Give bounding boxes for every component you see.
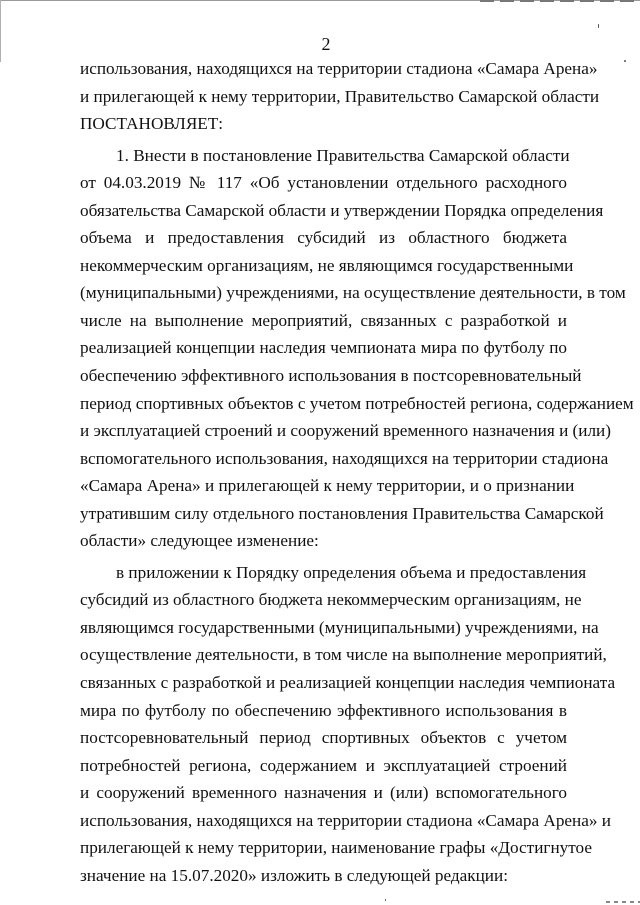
text-line: числе на выполнение мероприятий, связанных с разработкой и	[80, 310, 567, 330]
text-line: и эксплуатацией строений и сооружений временного назначения и (или)	[80, 421, 611, 441]
text-line: некоммерческим организациям, не являющимся государственными	[80, 255, 574, 275]
scan-speck	[385, 899, 386, 901]
paragraph-amendment	[80, 559, 616, 890]
text-line: осуществление деятельности, в том числе на выполнение мероприятий,	[80, 645, 607, 665]
text-line: период спортивных объектов с учетом потребностей региона, содержанием	[80, 393, 634, 413]
text-line: 1. Внести в постановление Правительства Самарской области	[116, 145, 570, 165]
text-line: и прилегающей к нему территории, Правительство Самарской области	[80, 86, 600, 106]
text-line: «Самара Арена» и прилегающей к нему территории, и о признании	[80, 476, 575, 496]
page-number: 2	[321, 34, 331, 54]
document-body	[80, 55, 634, 889]
scan-artifact-top-right	[480, 0, 640, 2]
text-line: являющимся государственными (муниципальными) учреждениями, на	[80, 617, 599, 637]
text-line: постсоревновательный период спортивных объектов с учетом	[80, 728, 567, 748]
text-line: обязательства Самарской области и утверждении Порядка определения	[80, 200, 604, 220]
scan-artifact-bottom-right	[606, 901, 640, 903]
text-line: использования, находящихся на территории стадиона «Самара Арена» и	[80, 810, 611, 830]
text-line: вспомогательного использования, находящихся на территории стадиона	[80, 448, 609, 468]
scan-speck	[624, 60, 626, 62]
text-line: обеспечению эффективного использования в постсоревновательный	[80, 366, 582, 386]
text-line: потребностей региона, содержанием и эксплуатацией строений	[80, 755, 567, 775]
scan-speck	[598, 24, 599, 28]
text-line: субсидий из областного бюджета некоммерческим организациям, не	[80, 590, 582, 610]
text-line: в приложении к Порядку определения объема и предоставления	[116, 562, 587, 582]
text-line: реализацией концепции наследия чемпионата мира по футболу по	[80, 338, 567, 358]
text-line: (муниципальными) учреждениями, на осуществление деятельности, в том	[80, 283, 626, 303]
text-line: связанных с разработкой и реализацией концепции наследия чемпионата	[80, 673, 616, 693]
text-line: мира по футболу по обеспечению эффективного использования в	[80, 700, 567, 720]
text-line: от 04.03.2019 № 117 «Об установлении отдельного расходного	[80, 173, 567, 193]
text-line: области» следующее изменение:	[80, 531, 319, 551]
text-line: объема и предоставления субсидий из областного бюджета	[80, 228, 567, 248]
text-line: прилегающей к нему территории, наименование графы «Достигнутое	[80, 838, 592, 858]
text-line: значение на 15.07.2020» изложить в следующей редакции:	[80, 865, 508, 885]
paragraph-item-1	[80, 142, 634, 555]
text-line: утратившим силу отдельного постановления Правительства Самарской	[80, 503, 604, 523]
text-line: и сооружений временного назначения и (или) вспомогательного	[80, 783, 567, 803]
text-line: использования, находящихся на территории стадиона «Самара Арена»	[80, 59, 598, 78]
text-line: ПОСТАНОВЛЯЕТ:	[80, 114, 224, 134]
paragraph-continuation	[80, 55, 600, 138]
